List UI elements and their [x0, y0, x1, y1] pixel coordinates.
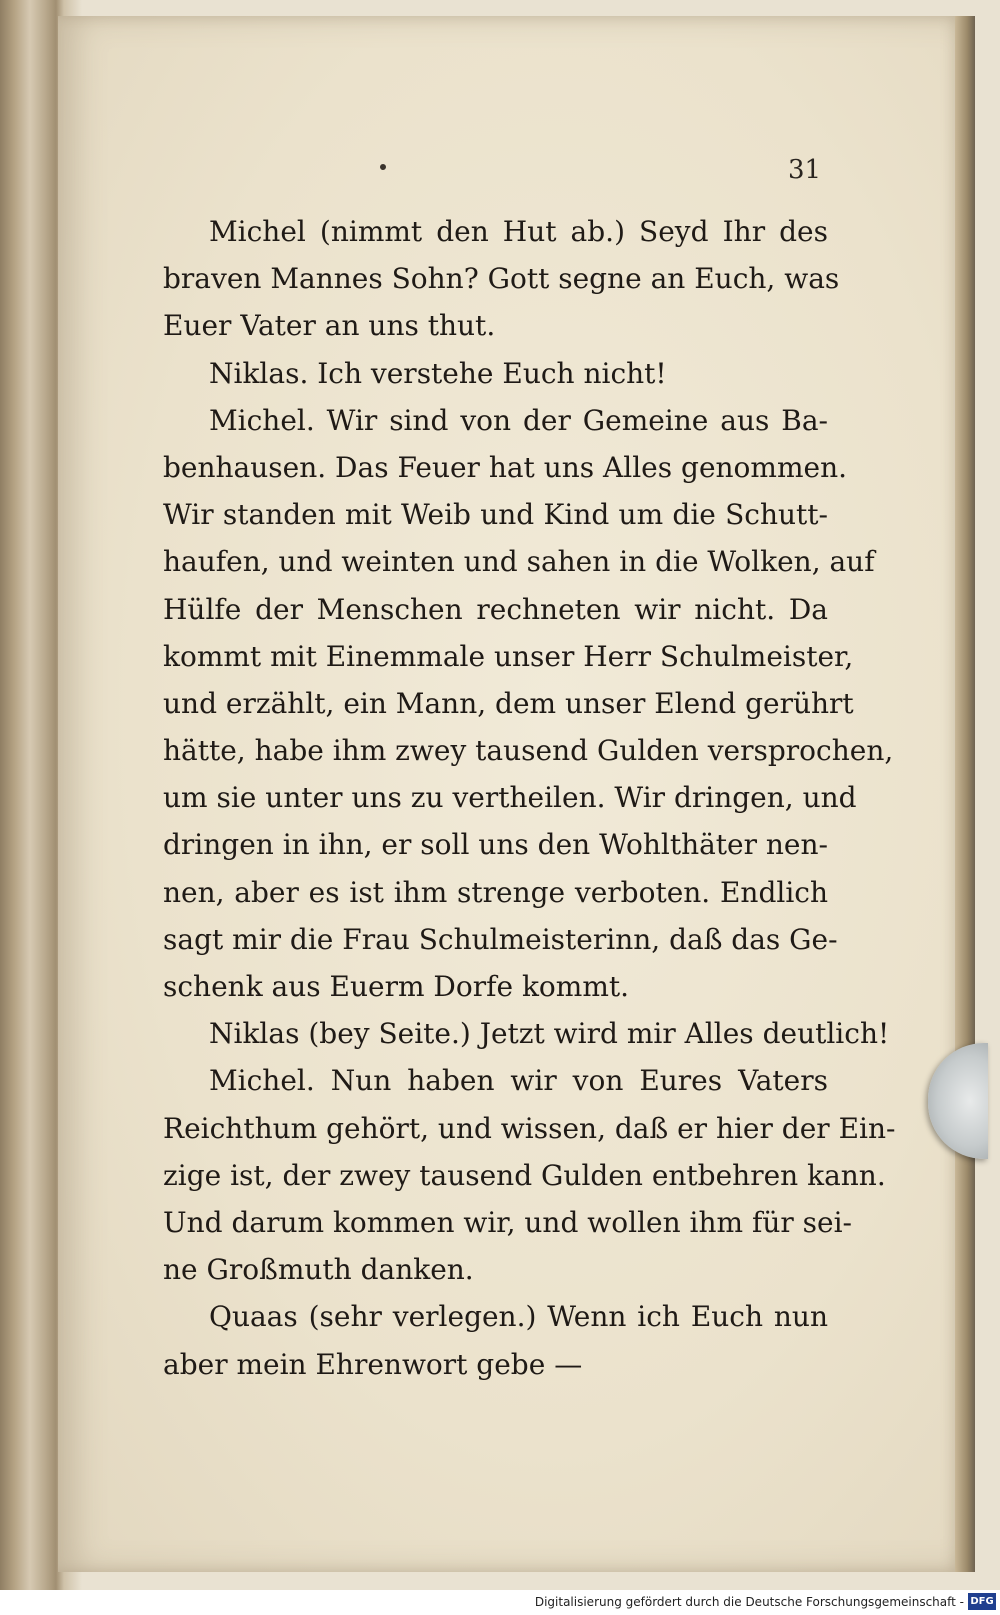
text-line: aber mein Ehrenwort gebe — — [163, 1347, 583, 1381]
text-line: und erzählt, ein Mann, dem unser Elend gerührt — [163, 686, 854, 720]
text-line: benhausen. Das Feuer hat uns Alles genommen. — [163, 450, 848, 484]
page-number: 31 — [788, 155, 822, 185]
footer-bar — [0, 1590, 1000, 1615]
text-line: Reichthum gehört, und wissen, daß er hier der Ein- — [163, 1111, 896, 1145]
text-line: kommt mit Einemmale unser Herr Schulmeister, — [163, 639, 854, 673]
text-line: ne Großmuth danken. — [163, 1253, 474, 1287]
text-line: um sie unter uns zu vertheilen. Wir dringen, und — [163, 781, 857, 815]
text-line: haufen, und weinten und sahen in die Wolken, auf — [163, 545, 875, 579]
text-line: zige ist, der zwey tausend Gulden entbehren kann. — [163, 1158, 886, 1192]
text-line: Und darum kommen wir, und wollen ihm für sei- — [163, 1205, 853, 1239]
text-line: nen, aber es ist ihm strenge verboten. Endlich — [163, 875, 828, 909]
text-line: sagt mir die Frau Schulmeisterinn, daß das Ge- — [163, 922, 838, 956]
printing-mark — [380, 164, 386, 170]
footer-credit: Digitalisierung gefördert durch die Deutsche Forschungsgemeinschaft - — [534, 1595, 964, 1609]
text-line: Niklas (bey Seite.) Jetzt wird mir Alles deutlich! — [209, 1017, 890, 1051]
text-line: Hülfe der Menschen rechneten wir nicht. Da — [163, 592, 828, 626]
text-line: hätte, habe ihm zwey tausend Gulden versprochen, — [163, 734, 894, 768]
dfg-logo: DFG — [968, 1593, 996, 1610]
text-line: Michel. Nun haben wir von Eures Vaters — [209, 1064, 828, 1098]
text-line: braven Mannes Sohn? Gott segne an Euch, was — [163, 262, 840, 296]
text-line: Quaas (sehr verlegen.) Wenn ich Euch nun — [209, 1300, 828, 1334]
text-line: dringen in ihn, er soll uns den Wohlthäter nen- — [163, 828, 828, 862]
text-line: Michel (nimmt den Hut ab.) Seyd Ihr des — [209, 215, 828, 248]
page-edge — [955, 16, 975, 1572]
text-block — [163, 208, 896, 1388]
text-line: Wir standen mit Weib und Kind um die Schutt- — [163, 498, 828, 532]
text-line: Niklas. Ich verstehe Euch nicht! — [209, 356, 667, 390]
text-line: Michel. Wir sind von der Gemeine aus Ba- — [209, 403, 828, 437]
text-line: Euer Vater an uns thut. — [163, 309, 496, 343]
text-line: schenk aus Euerm Dorfe kommt. — [163, 970, 630, 1003]
